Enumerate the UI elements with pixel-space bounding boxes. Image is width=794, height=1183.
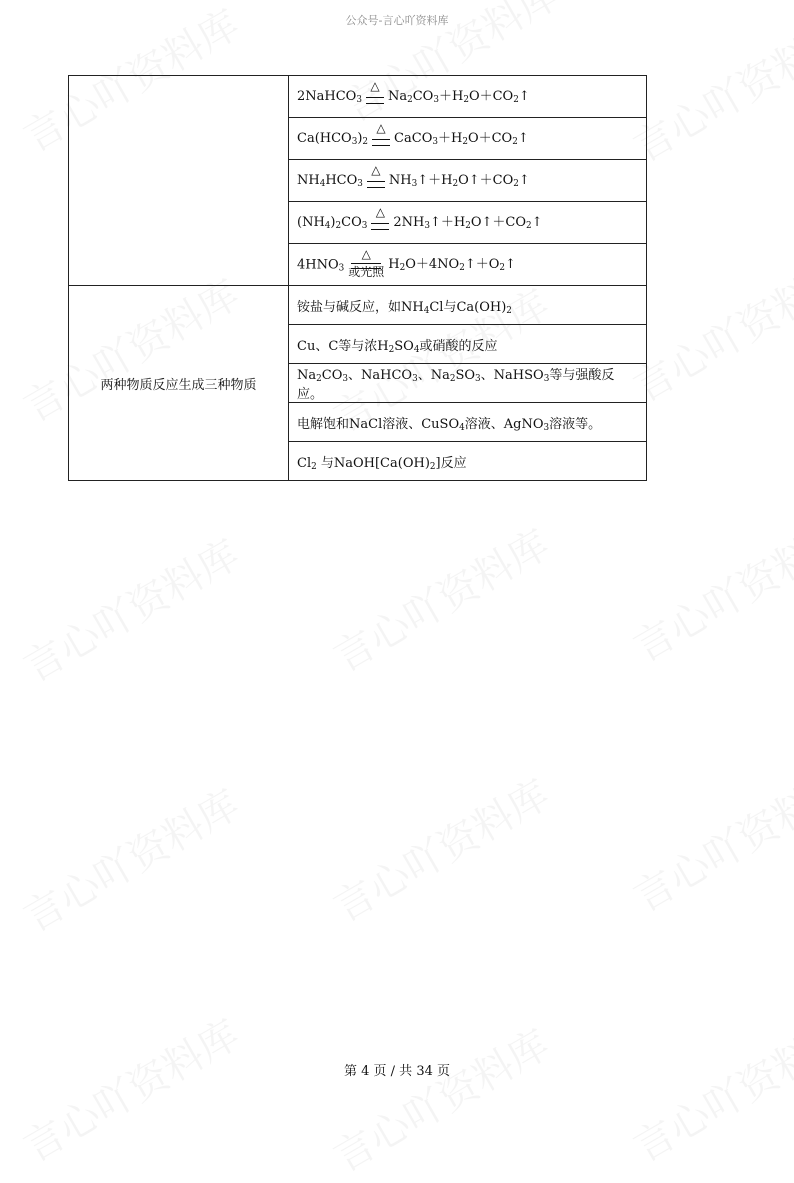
heat-or-light-condition: △ 或光照: [348, 246, 385, 279]
watermark: [622, 1004, 794, 1173]
watermark: [622, 754, 794, 923]
watermark: [12, 774, 248, 943]
section1-label-cell: [69, 76, 289, 286]
equation-products: $2NH_3↑+H_2O↑+CO_2↑$: [393, 215, 543, 232]
heat-condition: △: [369, 212, 391, 234]
section2-label: 两种物质反应生成三种物质: [69, 286, 289, 481]
watermark: [622, 244, 794, 413]
heat-condition: △: [370, 128, 392, 150]
page-footer: 第 4 页 / 共 34 页: [344, 1064, 450, 1079]
watermark: [12, 524, 248, 693]
watermark: [12, 1004, 248, 1173]
watermark: [622, 4, 794, 173]
watermark: [622, 504, 794, 673]
heat-condition: △: [365, 170, 387, 192]
reaction-description: 铵盐与碱反应，如$NH_4Cl$与$Ca(OH)_2$: [289, 286, 647, 325]
watermark: [322, 514, 558, 683]
heat-condition: △: [364, 86, 386, 108]
equation-row: 2NaHCO$_3$ △ $Na_2CO_3+H_2O+CO_2↑$: [289, 76, 647, 118]
equation-row: $NH_4HCO_3$ △ $NH_3↑+H_2O↑+CO_2↑$: [289, 160, 647, 202]
equation-products: $NH_3↑+H_2O↑+CO_2↑$: [388, 173, 530, 190]
equation-products: $H_2O+4NO_2↑+O_2↑$: [388, 257, 516, 274]
equation-products: $Na_2CO_3+H_2O+CO_2↑$: [387, 89, 530, 106]
equation-row: $4HNO_3$ △ 或光照 $H_2O+4NO_2↑+O_2↑$: [289, 244, 647, 286]
reaction-description: 电解饱和NaCl溶液、CuSO$_4$溶液、AgNO$_3$溶液等。: [289, 403, 647, 442]
equation-row: $Ca(HCO_3)_2$ △ $CaCO_3+H_2O+CO_2↑$: [289, 118, 647, 160]
equation-row: $(NH_4)_2CO_3$ △ $2NH_3↑+H_2O↑+CO_2↑$: [289, 202, 647, 244]
reaction-table: [68, 75, 647, 481]
reaction-description: $Na_2CO_3$、NaHCO$_3$、$Na_2SO_3$、NaHSO$_3$等与强酸反应。: [289, 364, 647, 403]
reaction-description: Cu、C等与浓$H_2SO_4$或硝酸的反应: [289, 325, 647, 364]
equation-products: $CaCO_3+H_2O+CO_2↑$: [394, 131, 529, 148]
reaction-description: $Cl_2$ 与$NaOH[Ca(OH)_2]$反应: [289, 442, 647, 481]
page-header: 公众号-言心吖资料库: [345, 14, 449, 27]
watermark: [322, 764, 558, 933]
watermark: [322, 1014, 558, 1183]
